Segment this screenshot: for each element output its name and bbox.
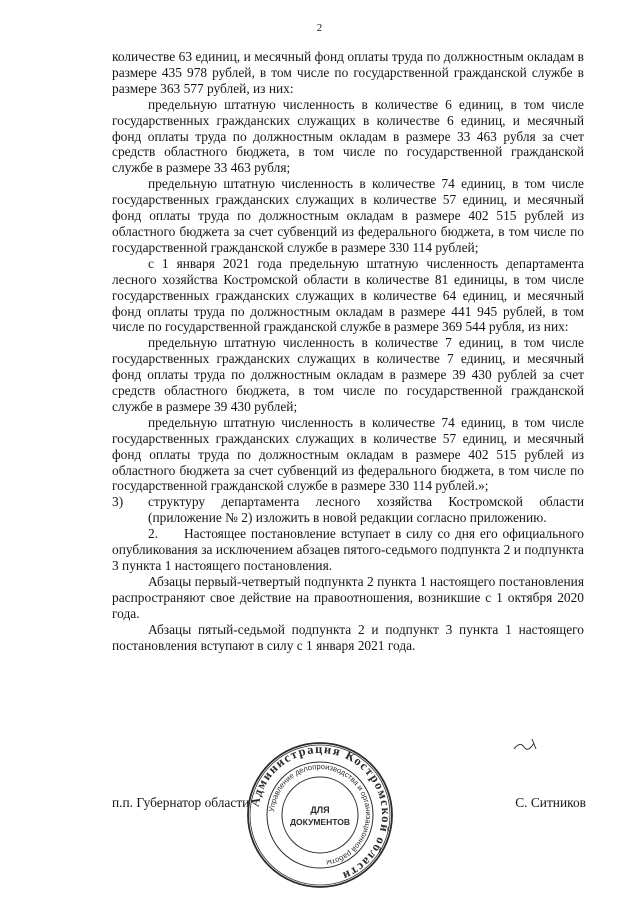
paragraph-5: предельную штатную численность в количестве 7 единиц, в том числе государственных гражданских служащих в количестве 7 единиц, и месячный фонд оплаты труда по должностным окладам в размере 39 430 рублей за счет средств областного бюджета, в том числе по государственной гражданской службе в размере 39 430 рублей; [112,335,584,414]
paragraph-3: предельную штатную численность в количестве 74 единиц, в том числе государственных гражданских служащих в количестве 57 единиц, и месячный фонд оплаты труда по должностным окладам в размере 402 515 рублей из областного бюджета за счет субвенций из федерального бюджета, в том числе по государственной гражданской службе в размере 330 114 рублей; [112,176,584,255]
official-seal-icon [245,740,395,890]
paragraph-6: предельную штатную численность в количестве 74 единиц, в том числе государственных гражданских служащих в количестве 57 единиц, и месячный фонд оплаты труда по должностным окладам в размере 402 515 рублей из областного бюджета за счет субвенций из федерального бюджета, в том числе по государственной гражданской службе в размере 330 114 рублей.»; [112,414,584,494]
item-3-label: 3) [112,494,124,510]
paragraph-1: количестве 63 единиц, и месячный фонд оплаты труда по должностным окладам в размере 435 978 рублей, в том числе по государственной гражданской службе в размере 363 577 рублей, из них: [112,49,584,96]
svg-text:ДОКУМЕНТОВ: ДОКУМЕНТОВ [290,817,350,827]
signer-name: С. Ситников [515,795,586,810]
signer-position: п.п. Губернатор области [112,795,250,810]
document-body [112,49,584,653]
item-2-text: Настоящее постановление вступает в силу со дня его официального опубликования за исключением абзацев пятого-седьмого подпункта 2 и подпункта 3 пункта 1 настоящего постановления. [112,526,584,573]
signature-mark-icon [512,735,542,755]
item-3-text: структуру департамента лесного хозяйства Костромской области (приложение № 2) изложить в новой редакции согласно приложению. [148,494,584,526]
paragraph-retro: Абзацы первый-четвертый подпункта 2 пункта 1 настоящего постановления распространяют свое действие на правоотношения, возникшие с 1 октября 2020 года. [112,573,584,621]
svg-text:Управление делопроизводства и: Управление делопроизводства и организационной работы [267,761,374,868]
item-2 [112,526,584,574]
paragraph-4: с 1 января 2021 года предельную штатную численность департамента лесного хозяйства Костромской области в количестве 81 единицы, в том числе государственных гражданских служащих в количестве 64 единиц, и месячный фонд оплаты труда по должностным окладам в размере 441 945 рублей, в том числе по государственной гражданской службе в размере 369 544 рубля, из них: [112,255,584,335]
paragraph-2: предельную штатную численность в количестве 6 единиц, в том числе государственных гражданских служащих в количестве 6 единиц, и месячный фонд оплаты труда по должностным окладам в размере 33 463 рубля за счет средств областного бюджета, в том числе по государственной гражданской службе в размере 33 463 рубля; [112,96,584,176]
item-3 [112,494,584,526]
svg-text:ДЛЯ: ДЛЯ [310,805,330,815]
page-number: 2 [316,22,323,34]
paragraph-2021: Абзацы пятый-седьмой подпункта 2 и подпункт 3 пункта 1 настоящего постановления вступают в силу с 1 января 2021 года. [112,621,584,653]
svg-text:Администрация Костромской обла: Администрация Костромской области [247,741,394,884]
item-2-label: 2. [148,526,159,542]
